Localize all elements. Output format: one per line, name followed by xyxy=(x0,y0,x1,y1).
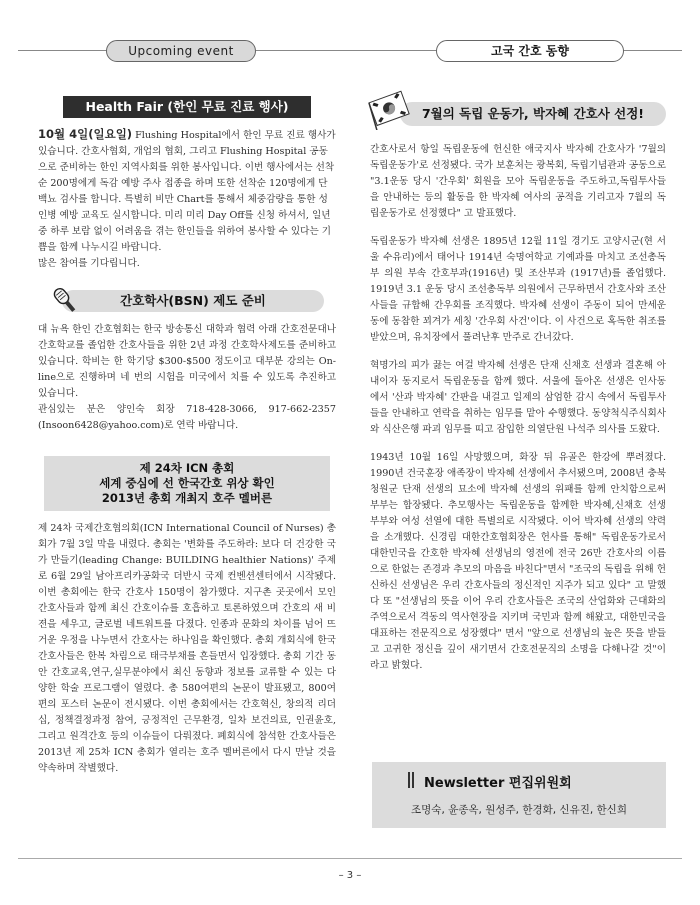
health-fair-body xyxy=(38,126,336,256)
bsn-title: 간호학사(BSN) 제도 준비 xyxy=(62,290,324,312)
park-title: 7월의 독립 운동가, 박자혜 간호사 선정! xyxy=(400,102,666,126)
bsn-heading xyxy=(38,284,336,314)
park-paragraph: 독립운동가 박자혜 선생은 1895년 12월 11일 경기도 고양시군(현 서울 수유리)에서 태어나 1914년 숙명여학교 기예과를 마치고 조선총독부 의원 부속 간호부과(1916년) 및 조산부과 (1917년)를 졸업했다. 1919년 3.1 운동 당시 조선총독부 의원에서 근무하면서 간호사와 조산사들을 규합해 간우회를 조직했다. 박자혜 선생이 주동이 되어 만세운동에 동참한 꾀겨가 세칭 '간우회 사건'이다. 이 사건으로 혹독한 취조를 받았으며, 유치장에서 풀려난후 만주로 간너갔다. xyxy=(370,236,666,343)
page-number: – 3 – xyxy=(338,870,362,881)
upcoming-event-tab: Upcoming event xyxy=(106,40,256,62)
health-fair-closing: 많은 참여를 기다립니다. xyxy=(38,258,140,269)
park-heading xyxy=(370,96,666,130)
microphone-icon xyxy=(48,284,82,322)
newsletter-committee-box xyxy=(372,762,666,828)
korea-nursing-news-tab: 고국 간호 동향 xyxy=(436,40,624,62)
park-paragraph: 간호사로서 항일 독립운동에 헌신한 애국지사 박자혜 간호사가 '7월의 독립운동가'로 선정됐다. 국가 보훈처는 광복회, 독립기념관과 공동으로 "3.1운동 당시 '간우회' 회원을 모아 독립운동을 주도하고,독립투사들을 안내하는 등의 활동을 한 박자혜 여사의 공적을 기리고자 7월의 독립운동가로 선정했다" 고 발표했다. xyxy=(370,144,666,219)
icn-title-box xyxy=(44,456,330,511)
health-fair-date: 10월 4일(일요일) xyxy=(38,127,133,141)
right-column xyxy=(370,96,666,674)
double-bar-icon xyxy=(408,772,414,788)
footer-rule xyxy=(18,858,682,859)
bsn-body: 대 뉴욕 한인 간호협회는 한국 방송통신 대학과 협력 아래 간호전문대나 간호학교를 졸업한 간호사들을 위한 2년 과정 간호학사제도를 준비하고 있습니다. 학비는 한 학기당 $300-$500 정도이고 대부분 강의는 On-line으로 진행하며 네 번의 시험을 미국에서 치를 수 있도록 추진하고 있습니다. xyxy=(38,324,336,399)
korean-flag-icon xyxy=(368,86,412,134)
park-paragraph: 1943년 10월 16일 사망했으며, 화장 뒤 유골은 한강에 뿌려졌다. 1990년 건국훈장 애족장이 박자혜 선생에서 추서됐으며, 2008년 충북 청원군 단재 선생의 묘소에 박자혜 선생의 위패를 함께 안치함으로써 부부는 합장됐다. 추모행사는 독립운동을 함께한 박자혜,신채호 선생 부부와 여성 선열에 대한 특별의로 시작됐다. 이어 박자혜 선생의 약력을 소개했다. 신경림 대한간호협회장은 헌사를 통해" 독립운동가로서 대한민국을 간호한 박자혜 선생님의 영전에 전국 26만 간호사의 이름으로 한없는 존경과 추모의 마음을 바친다"면서 "조국의 독립을 위해 헌신하신 선생님은 우리 간호사들의 정신적인 지주가 되고 있다" 고 말했다 또 "선생님의 뜻을 이어 우리 간호사들은 조국의 산업화와 근대화의 주역으로서 격동의 역사현장을 지키며 국민과 함께 해왔고, 대한민국을 대표하는 전문직으로 성장했다" 면서 "앞으로 선생님의 높은 뜻을 받들고 고귀한 정신을 깊이 새기면서 간호전문직의 소명을 다해나갈 것"이라고 밝혔다. xyxy=(370,452,666,671)
icn-body: 제 24차 국제간호협의회(ICN International Council of Nurses) 총회가 7월 3일 막을 내렸다. 총회는 '변화를 주도하라: 보다 더 건강한 국가 만들기(leading Change: BUILDING healthier Nations)' 주제로 6월 29일 남아프리카공화국 더반시 국제 컨벤션센터에서 시작됐다. 이번 총회에는 한국 간호사 150명이 참가했다. 지구촌 곳곳에서 모인 간호사들과 함께 최신 간호이슈를 호흡하고 토론하였으며 간호의 새 비젼을 세우고, 글로벌 네트워트를 다졌다. 인종과 문화의 차이를 넘어 뜨거운 우정을 나누면서 간호사는 하나임을 확인했다. 총회 개회식에 한국 간호사들은 한복 차림으로 태극부채를 흔들면서 입장했다. 총회 기간 동안 간호교육,연구,실무분야에서 최신 동향과 정보를 교류할 수 있는 다양한 학술 프로그램이 열렸다. 총 580여편의 논문이 발표됐고, 800여편의 포스터 논문이 전시됐다. 이번 총회에서는 간호혁신, 창의적 리더십, 정책결정과정 참여, 긍정적인 근무환경, 일차 보건의료, 인권윤호, 그리고 원격간호 등의 이슈들이 다뤄졌다. 폐회식에 참석한 간호사들은 2013년 제 25차 ICN 총회가 열리는 호주 멜버른에서 다시 만날 것을 약속하며 작별했다. xyxy=(38,523,336,774)
icn-title-line-1: 제 24차 ICN 총회 xyxy=(139,461,235,475)
newsletter-title: Newsletter 편집위원회 xyxy=(424,776,572,791)
bsn-contact: 관심있는 분은 양인숙 회장 718-428-3066, 917-662-2357 (Insoon6428@yahoo.com)로 연락 바랍니다. xyxy=(38,404,336,431)
health-fair-text: Flushing Hospital에서 한인 무료 진료 행사가 있습니다. 간호사협회, 개업의 협회, 그리고 Flushing Hospital 공동으로 준비하는 한인 지역사회를 위한 봉사입니다. 이번 행사에서는 선착순 200명에게 독감 예방 주사 접종을 하며 또한 선착순 120명에게 단백뇨 검사를 합니다. 특별히 비만 Chart를 통해서 체중감량을 통한 성인병 예방 교육도 실시합니다. 미리 미리 Day Off를 신청 하셔서, 일년 중 하루 보람 없이 어려움을 겪는 한인들을 위하여 봉사할 수 있다는 기쁨을 함께 나누시길 바랍니다. xyxy=(38,130,336,253)
left-column xyxy=(38,96,336,777)
icn-title-line-2: 세계 중심에 선 한국간호 위상 확인 xyxy=(99,476,275,490)
newsletter-members: 조명숙, 윤종옥, 원성주, 한경화, 신유진, 한신희 xyxy=(411,804,627,816)
park-paragraph: 혁명가의 피가 끓는 여걸 박자혜 선생은 단재 신채호 선생과 결혼해 아내이자 동지로서 독립운동을 함께 했다. 서울에 돌아온 선생은 인사동에서 '산과 박자혜' 간판을 내걸고 일제의 삼엄한 감시 속에서 독립투사들을 안내하고 연락을 취하는 임무를 맡아 수행했다. 동양척식주식회사와 식산은행 파괴 임무를 띠고 잠입한 의열단원 나석주 의사를 도왔다. xyxy=(370,360,666,435)
icn-title-line-3: 2013년 총회 개최지 호주 멜버른 xyxy=(101,491,273,505)
health-fair-title: Health Fair (한인 무료 진료 행사) xyxy=(63,96,311,118)
